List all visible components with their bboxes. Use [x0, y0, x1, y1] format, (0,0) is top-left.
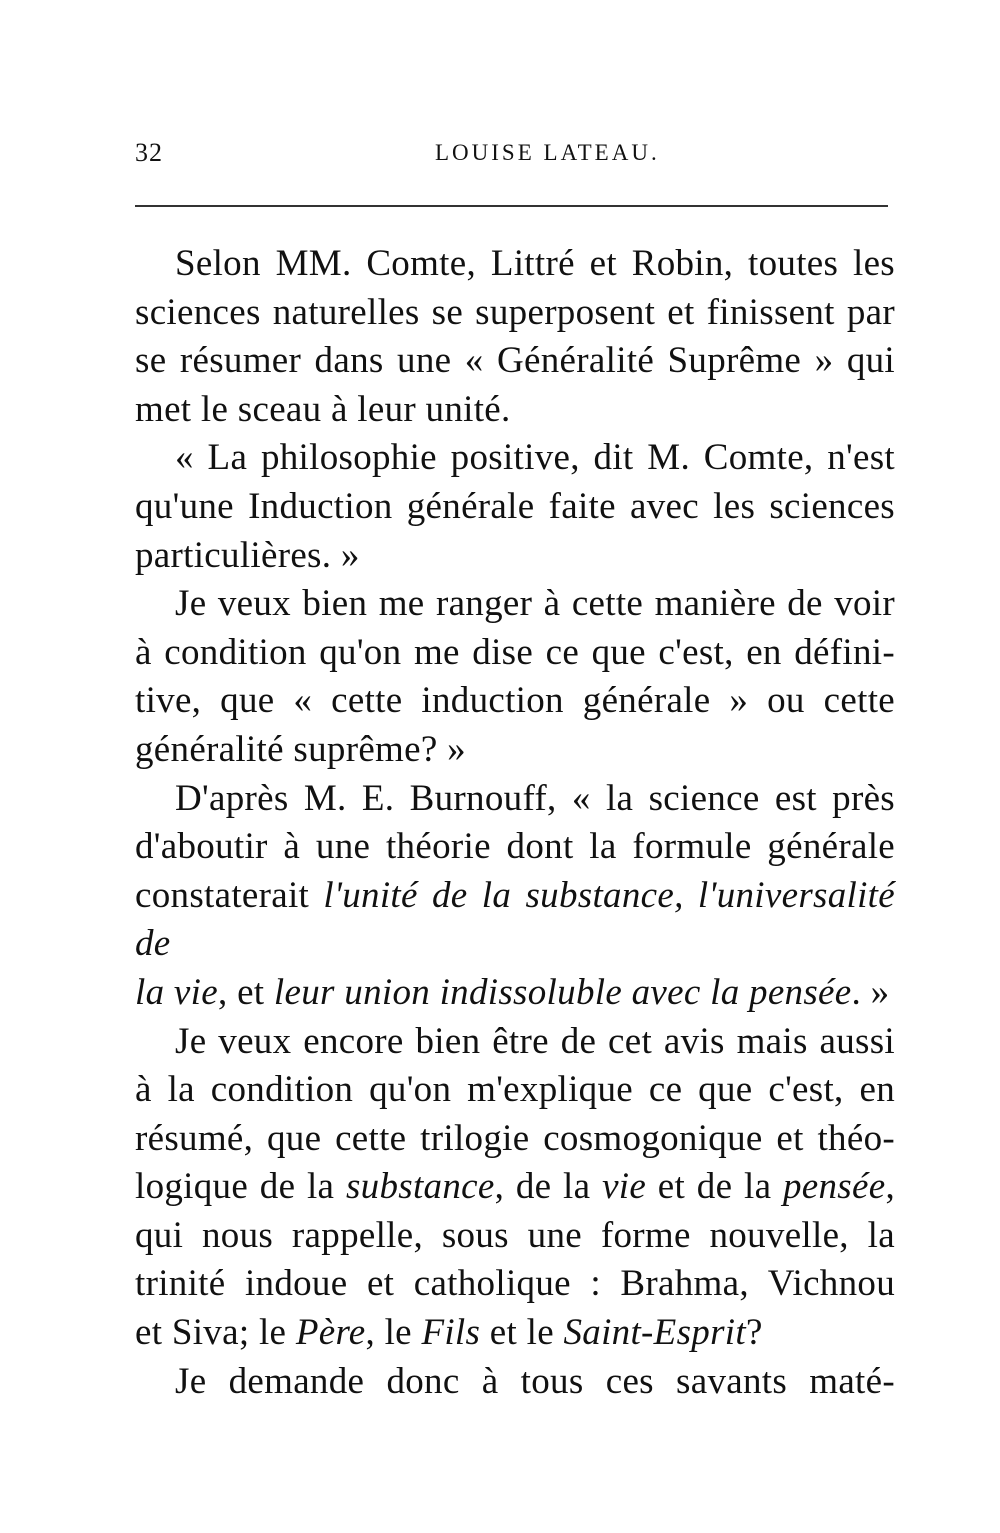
text-line: et Siva; le Père, le Fils et le Saint-Esprit?: [135, 1312, 763, 1354]
text-line: généralité suprême? »: [135, 728, 466, 770]
paragraph: [135, 580, 895, 774]
text-line: Selon MM. Comte, Littré et Robin, toutes les: [175, 243, 895, 284]
paragraph: [135, 775, 895, 1018]
text-line: trinité indoue et catholique : Brahma, Vichnou: [135, 1263, 895, 1305]
text-line: tive, que « cette induction générale » ou cette: [135, 680, 895, 722]
italic-word: substance: [345, 1166, 495, 1208]
italic-phrase: l'unité de la substance, l'universalité de: [135, 874, 895, 965]
body-text: [135, 240, 895, 1406]
italic-word: Fils: [421, 1312, 481, 1354]
paragraph: [135, 240, 895, 434]
italic-word: Saint-Esprit: [563, 1312, 746, 1354]
running-title: LOUISE LATEAU.: [435, 140, 660, 165]
text-line: particulières. »: [135, 534, 360, 576]
text-line: logique de la substance, de la vie et de la pensée,: [135, 1166, 896, 1208]
text-line: D'après M. E. Burnouff, « la science est près: [175, 777, 895, 819]
page-number: 32: [135, 138, 163, 167]
text-line: constaterait l'unité de la substance, l'universalité de: [135, 874, 895, 965]
text-line: résumé, que cette trilogie cosmogonique et théo-: [135, 1117, 895, 1159]
page-header: [135, 138, 895, 174]
text-line: qu'une Induction générale faite avec les sciences: [135, 485, 895, 527]
italic-phrase: la vie: [135, 971, 218, 1013]
italic-word: vie: [602, 1166, 647, 1208]
text-line: qui nous rappelle, sous une forme nouvelle, la: [135, 1214, 895, 1256]
italic-word: Père: [295, 1312, 366, 1354]
text-line: la vie, et leur union indissoluble avec la pensée. »: [135, 971, 890, 1013]
text-line: à condition qu'on me dise ce que c'est, en défini-: [135, 631, 895, 673]
text-line: Je veux encore bien être de cet avis mais aussi: [175, 1020, 895, 1062]
italic-word: pensée: [782, 1166, 886, 1208]
paragraph: [135, 1018, 895, 1358]
italic-phrase: leur union indissoluble avec la pensée: [273, 971, 852, 1013]
header-rule: [135, 205, 888, 207]
text-line: « La philosophie positive, dit M. Comte, n'est: [175, 437, 895, 479]
paragraph: [135, 434, 895, 580]
text-line: se résumer dans une « Généralité Suprême » qui: [135, 340, 895, 382]
text-line: Je demande donc à tous ces savants maté-: [175, 1360, 895, 1402]
text-line: sciences naturelles se superposent et finissent par: [135, 291, 895, 333]
text-line: met le sceau à leur unité.: [135, 388, 511, 430]
text-line: Je veux bien me ranger à cette manière de voir: [175, 583, 895, 625]
text-line: d'aboutir à une théorie dont la formule générale: [135, 826, 895, 868]
text-line: à la condition qu'on m'explique ce que c'est, en: [135, 1069, 895, 1111]
paragraph: [135, 1358, 895, 1407]
